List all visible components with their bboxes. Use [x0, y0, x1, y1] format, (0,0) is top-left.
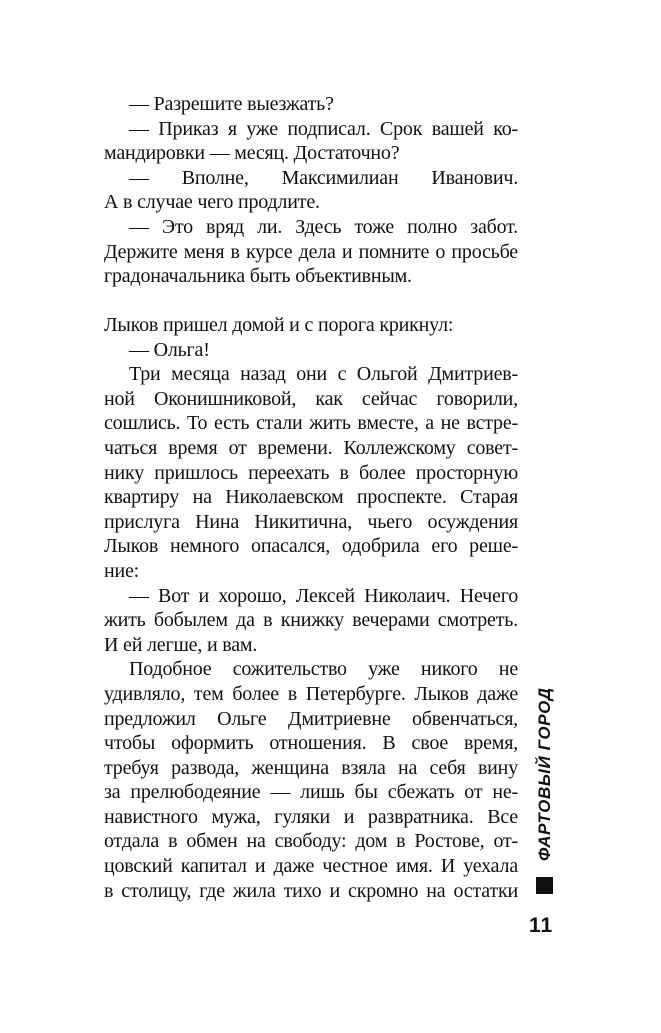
text-line: — Вполне, Максимилиан Иванович. — [129, 166, 518, 189]
text-line: — Ольга! — [129, 338, 210, 361]
text-line: ние: — [104, 559, 140, 582]
text-line: ной Оконишниковой, как сейчас говорили, — [104, 387, 518, 410]
text-line: жить бобылем да в книжку вечерами смотреть. — [104, 609, 518, 632]
text-line: цовский капитал и даже честное имя. И уехала — [104, 855, 518, 878]
text-line: И ей легше, и вам. — [104, 633, 258, 656]
text-line: Три месяца назад они с Ольгой Дмитриев- — [129, 363, 518, 386]
text-line: прислуга Нина Никитична, чьего осуждения — [104, 510, 518, 533]
text-line: предложил Ольге Дмитриевне обвенчаться, — [104, 707, 518, 730]
text-line: отдала в обмен на свободу: дом в Ростове, от- — [104, 830, 518, 853]
running-title: ФАРТОВЫЙ ГОРОД — [535, 687, 554, 861]
text-line: удивляло, тем более в Петербурге. Лыков даже — [104, 682, 518, 705]
text-line: градоначальника быть объективным. — [104, 265, 412, 288]
text-line: чаться время от времени. Коллежскому совет- — [104, 436, 518, 459]
text-line: мандировки — месяц. Достаточно? — [104, 142, 400, 165]
text-line: чтобы оформить отношения. В свое время, — [104, 732, 518, 755]
text-line: — Разрешите выезжать? — [129, 93, 334, 115]
narrative-block — [104, 313, 518, 903]
page-number: 11 — [529, 914, 554, 937]
text-line: Подобное сожительство уже никого не — [129, 658, 518, 681]
text-line: требуя развода, женщина взяла на себя вину — [104, 756, 518, 779]
text-line: в столицу, где жила тихо и скромно на остатки — [104, 879, 518, 902]
text-line: нику пришлось переехать в более просторную — [104, 461, 518, 484]
text-line: — Приказ я уже подписал. Срок вашей ко- — [129, 117, 518, 140]
text-line: — Вот и хорошо, Лексей Николаич. Нечего — [129, 584, 518, 607]
text-line: Держите меня в курсе дела и помните о просьбе — [104, 240, 518, 263]
text-line: за прелюбодеяние — лишь бы сбежать от не- — [104, 781, 518, 804]
text-line: А в случае чего продлите. — [104, 191, 320, 214]
page-marker-square — [536, 877, 553, 894]
text-line: Лыков пришел домой и с порога крикнул: — [104, 314, 454, 336]
text-line: — Это вряд ли. Здесь тоже полно забот. — [129, 215, 518, 238]
text-line: Лыков немного опасался, одобрила его реше- — [104, 535, 518, 558]
text-line: навистного мужа, гуляки и развратника. Все — [104, 805, 518, 828]
dialogue-block — [104, 92, 518, 289]
text-line: сошлись. То есть стали жить вместе, а не встре- — [104, 412, 518, 435]
text-line: квартиру на Николаевском проспекте. Старая — [104, 486, 518, 509]
